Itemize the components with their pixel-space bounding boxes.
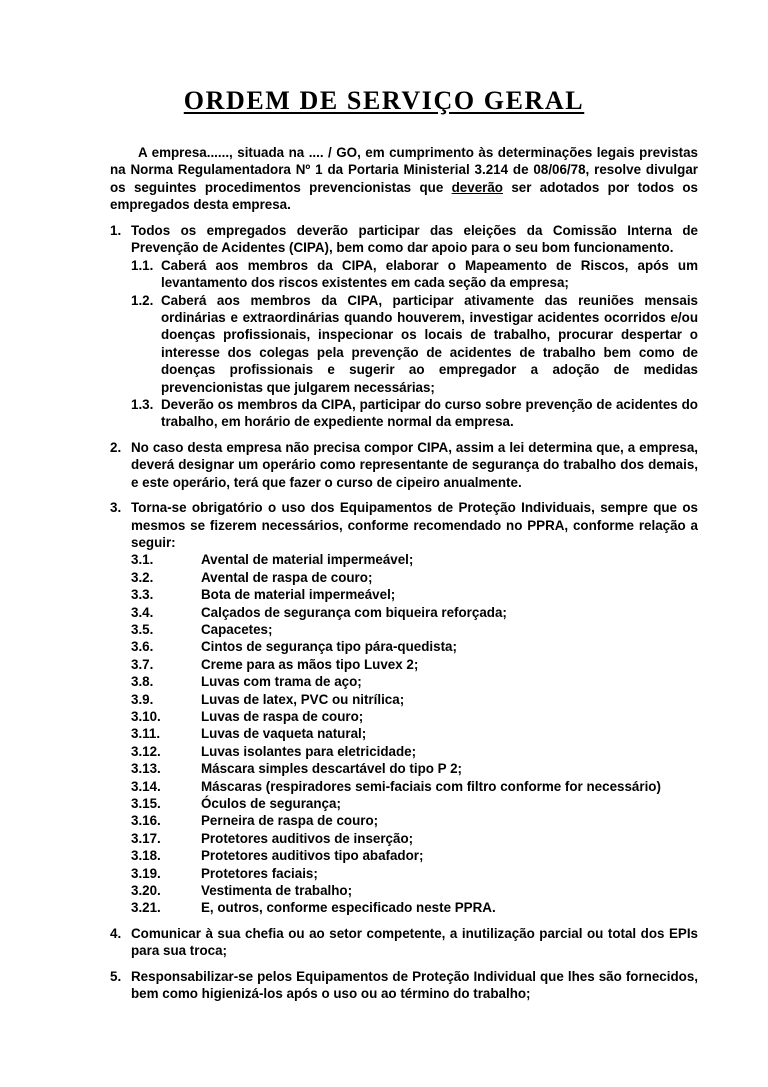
- epi-list-item: [131, 899, 698, 916]
- epi-list-item: [131, 847, 698, 864]
- epi-item-number: 3.20.: [131, 883, 161, 899]
- epi-item-text: Perneira de raspa de couro;: [201, 813, 379, 829]
- epi-item-number: 3.11.: [131, 726, 161, 742]
- sub-item-text: Deverão os membros da CIPA, participar do curso sobre prevenção de acidentes do trabalho, em horário de expediente normal da empresa.: [161, 397, 698, 430]
- list-item: [110, 439, 698, 491]
- sub-item: [131, 257, 698, 292]
- epi-list-item: [131, 604, 698, 621]
- epi-list-item: [131, 673, 698, 690]
- list-item: [110, 499, 698, 917]
- epi-item-text: Calçados de segurança com biqueira reforçada;: [201, 604, 507, 620]
- epi-list: [131, 551, 698, 917]
- sub-item-number: 1.3.: [131, 397, 154, 413]
- epi-item-number: 3.10.: [131, 708, 161, 724]
- epi-list-item: [131, 725, 698, 742]
- epi-item-number: 3.15.: [131, 796, 161, 811]
- epi-list-item: [131, 865, 698, 882]
- epi-item-text: Luvas com trama de aço;: [201, 674, 362, 690]
- epi-item-number: 3.18.: [131, 848, 161, 864]
- epi-item-text: Luvas de raspa de couro;: [201, 708, 364, 724]
- epi-list-item: [131, 778, 698, 795]
- epi-item-number: 3.17.: [131, 830, 161, 846]
- epi-item-number: 3.5.: [131, 621, 154, 637]
- epi-item-text: Avental de material impermeável;: [201, 552, 414, 568]
- epi-item-number: 3.12.: [131, 743, 161, 759]
- epi-list-item: [131, 795, 698, 812]
- epi-item-text: Cintos de segurança tipo pára-quedista;: [201, 639, 457, 655]
- intro-paragraph: [110, 144, 698, 214]
- item-text: Todos os empregados deverão participar das eleições da Comissão Interna de Prevenção de Acidentes (CIPA), bem como dar apoio para o seu bom funcionamento.: [131, 223, 698, 256]
- item-text: No caso desta empresa não precisa compor CIPA, assim a lei determina que, a empresa, deverá designar um operário como representante de segurança do trabalho dos demais, e este operário, terá que fazer o curso de cipeiro anualmente.: [131, 439, 698, 490]
- epi-item-number: 3.2.: [131, 569, 154, 585]
- epi-item-number: 3.19.: [131, 865, 161, 881]
- sub-item: [131, 396, 698, 431]
- epi-item-number: 3.14.: [131, 778, 161, 794]
- document-title: ORDEM DE SERVIÇO GERAL: [183, 86, 585, 115]
- epi-item-number: 3.4.: [131, 604, 154, 620]
- epi-item-text: Avental de raspa de couro;: [201, 569, 373, 585]
- epi-item-text: Luvas de latex, PVC ou nitrílica;: [201, 691, 405, 707]
- epi-item-text: Vestimenta de trabalho;: [201, 883, 353, 899]
- intro-text-start: A empresa......, situada na .... / GO, em cumprimento às determinações legais previstas na Norma Regulamentadora Nº 1 da Portaria Ministerial 3.214 de 08/06/78, resolve divulgar os seguintes procedimentos prevencionistas que: [110, 145, 698, 195]
- epi-list-item: [131, 551, 698, 568]
- epi-item-text: Bota de material impermeável;: [201, 587, 396, 603]
- item-text: Comunicar à sua chefia ou ao setor competente, a inutilização parcial ou total dos EPIs para sua troca;: [131, 925, 698, 959]
- epi-item-text: Protetores faciais;: [201, 865, 318, 881]
- epi-list-item: [131, 882, 698, 899]
- sub-item: [131, 292, 698, 396]
- intro-underlined-word: deverão: [451, 179, 503, 195]
- procedure-list: [110, 222, 698, 1010]
- item-text: Torna-se obrigatório o uso dos Equipamentos de Proteção Individuais, sempre que os mesmos se fizerem necessários, conforme recomendado no PPRA, conforme relação a seguir:: [131, 500, 698, 550]
- epi-item-text: E, outros, conforme especificado neste PPRA.: [201, 900, 496, 916]
- epi-list-item: [131, 691, 698, 708]
- epi-item-text: Luvas de vaqueta natural;: [201, 726, 367, 742]
- epi-list-item: [131, 830, 698, 847]
- epi-list-item: [131, 586, 698, 603]
- epi-item-text: Máscaras (respiradores semi-faciais com filtro conforme for necessário): [201, 778, 661, 794]
- epi-list-item: [131, 569, 698, 586]
- epi-item-text: Protetores auditivos tipo abafador;: [201, 848, 424, 864]
- epi-list-item: [131, 621, 698, 638]
- sub-item-text: Caberá aos membros da CIPA, participar ativamente das reuniões mensais ordinárias e extraordinárias quando houverem, investigar acidentes ocorridos e/ou doenças profissionais, inspecionar os locais de trabalho, procurar despertar o interesse dos colegas pela prevenção de acidentes de trabalho bem como de doenças profissionais e sugerir ao empregador a adoção de medidas prevencionistas que julgarem necessárias;: [161, 292, 698, 395]
- epi-list-item: [131, 743, 698, 760]
- item-number: 2.: [110, 439, 122, 455]
- epi-item-number: 3.9.: [131, 691, 154, 707]
- intro-text-end: ser adotados por todos os empregados desta empresa.: [110, 179, 698, 213]
- epi-item-text: Capacetes;: [201, 621, 273, 637]
- epi-item-text: Óculos de segurança;: [201, 796, 341, 811]
- epi-item-number: 3.1.: [131, 552, 154, 568]
- list-item: [110, 968, 698, 1003]
- sub-item-text: Caberá aos membros da CIPA, elaborar o Mapeamento de Riscos, após um levantamento dos riscos existentes em cada seção da empresa;: [161, 257, 698, 291]
- epi-list-item: [131, 760, 698, 777]
- epi-item-number: 3.7.: [131, 656, 154, 672]
- epi-item-number: 3.8.: [131, 674, 154, 690]
- list-item: [110, 222, 698, 431]
- epi-item-text: Creme para as mãos tipo Luvex 2;: [201, 656, 419, 672]
- epi-item-number: 3.13.: [131, 761, 161, 777]
- sub-item-number: 1.1.: [131, 257, 154, 273]
- epi-list-item: [131, 656, 698, 673]
- sub-item-number: 1.2.: [131, 292, 154, 308]
- epi-item-text: Protetores auditivos de inserção;: [201, 830, 414, 846]
- epi-list-item: [131, 638, 698, 655]
- epi-list-item: [131, 812, 698, 829]
- epi-item-number: 3.16.: [131, 813, 161, 829]
- epi-list-item: [131, 708, 698, 725]
- item-number: 4.: [110, 925, 122, 941]
- list-item: [110, 925, 698, 960]
- epi-item-text: Luvas isolantes para eletricidade;: [201, 743, 417, 759]
- item-number: 3.: [110, 500, 122, 516]
- epi-item-number: 3.21.: [131, 900, 161, 916]
- epi-item-number: 3.6.: [131, 639, 154, 655]
- epi-item-number: 3.3.: [131, 587, 154, 603]
- item-text: Responsabilizar-se pelos Equipamentos de Proteção Individual que lhes são fornecidos, bem como higienizá-los após o uso ou ao término do trabalho;: [131, 968, 698, 1002]
- item-number: 5.: [110, 968, 122, 984]
- item-number: 1.: [110, 223, 122, 238]
- epi-item-text: Máscara simples descartável do tipo P 2;: [201, 761, 462, 777]
